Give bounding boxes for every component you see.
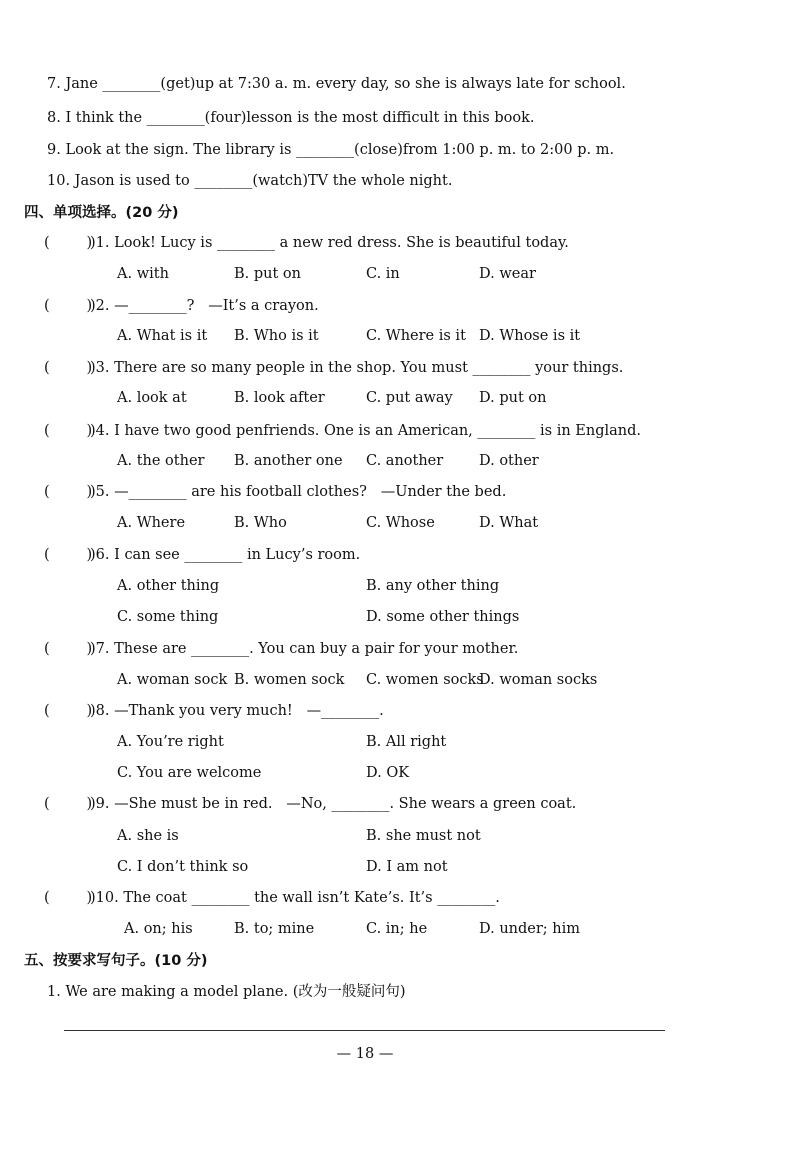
- q10-option-a: A. on; his: [124, 921, 193, 937]
- q8-option-c: C. You are welcome: [117, 765, 262, 781]
- answer-paren-8: ( ): [44, 703, 93, 719]
- section-5-heading: 五、按要求写句子。(10 分): [24, 953, 208, 969]
- q9-option-b: B. she must not: [366, 828, 481, 844]
- q1-option-a: A. with: [117, 266, 169, 282]
- question-7-stem: )7. These are ________. You can buy a pair for your mother.: [90, 641, 519, 657]
- question-1-stem: )1. Look! Lucy is ________ a new red dress. She is beautiful today.: [90, 235, 569, 251]
- answer-paren-2: ( ): [44, 298, 93, 314]
- answer-paren-5: ( ): [44, 484, 93, 500]
- q7-option-d: D. woman socks: [479, 672, 598, 688]
- answer-paren-7: ( ): [44, 641, 93, 657]
- q4-option-a: A. the other: [117, 453, 205, 469]
- q3-option-a: A. look at: [117, 390, 187, 406]
- q8-option-b: B. All right: [366, 734, 447, 750]
- q10-option-c: C. in; he: [366, 921, 428, 937]
- answer-paren-10: ( ): [44, 890, 93, 906]
- answer-paren-6: ( ): [44, 547, 93, 563]
- q10-option-d: D. under; him: [479, 921, 581, 937]
- q6-option-b: B. any other thing: [366, 578, 500, 594]
- q6-option-d: D. some other things: [366, 609, 520, 625]
- q2-option-b: B. Who is it: [234, 328, 319, 344]
- question-9-stem: )9. —She must be in red. —No, ________. She wears a green coat.: [90, 796, 577, 812]
- q5-option-c: C. Whose: [366, 515, 435, 531]
- fill-in-9: 9. Look at the sign. The library is ________(close)from 1:00 p. m. to 2:00 p. m.: [47, 142, 615, 158]
- answer-paren-4: ( ): [44, 423, 93, 439]
- question-10-stem: )10. The coat ________ the wall isn’t Kate’s. It’s ________.: [90, 890, 500, 906]
- fill-in-7: 7. Jane ________(get)up at 7:30 a. m. every day, so she is always late for school.: [47, 76, 626, 92]
- q9-option-d: D. I am not: [366, 859, 448, 875]
- q1-option-d: D. wear: [479, 266, 536, 282]
- q4-option-c: C. another: [366, 453, 444, 469]
- q8-option-d: D. OK: [366, 765, 410, 781]
- question-8-stem: )8. —Thank you very much! —________.: [90, 703, 384, 719]
- q2-option-c: C. Where is it: [366, 328, 466, 344]
- q3-option-d: D. put on: [479, 390, 547, 406]
- q8-option-a: A. You’re right: [117, 734, 224, 750]
- q4-option-d: D. other: [479, 453, 539, 469]
- question-6-stem: )6. I can see ________ in Lucy’s room.: [90, 547, 361, 563]
- fill-in-10: 10. Jason is used to ________(watch)TV the whole night.: [47, 173, 453, 189]
- page-number: — 18 —: [336, 1046, 394, 1062]
- answer-paren-1: ( ): [44, 235, 93, 251]
- q7-option-a: A. woman sock: [117, 672, 228, 688]
- footer-divider: [64, 1030, 665, 1031]
- question-4-stem: )4. I have two good penfriends. One is an American, ________ is in England.: [90, 423, 641, 439]
- q6-option-a: A. other thing: [117, 578, 220, 594]
- question-5-stem: )5. —________ are his football clothes? —Under the bed.: [90, 484, 507, 500]
- question-3-stem: )3. There are so many people in the shop. You must ________ your things.: [90, 360, 624, 376]
- q10-option-b: B. to; mine: [234, 921, 315, 937]
- q7-option-b: B. women sock: [234, 672, 345, 688]
- q3-option-c: C. put away: [366, 390, 453, 406]
- q6-option-c: C. some thing: [117, 609, 219, 625]
- q1-option-b: B. put on: [234, 266, 301, 282]
- q5-option-a: A. Where: [117, 515, 186, 531]
- q2-option-d: D. Whose is it: [479, 328, 581, 344]
- fill-in-8: 8. I think the ________(four)lesson is the most difficult in this book.: [47, 110, 535, 126]
- q2-option-a: A. What is it: [117, 328, 208, 344]
- q4-option-b: B. another one: [234, 453, 343, 469]
- answer-paren-9: ( ): [44, 796, 93, 812]
- q1-option-c: C. in: [366, 266, 400, 282]
- q7-option-c: C. women socks: [366, 672, 484, 688]
- q9-option-c: C. I don’t think so: [117, 859, 249, 875]
- rewrite-item-1: 1. We are making a model plane. (改为一般疑问句): [47, 984, 406, 1000]
- section-4-heading: 四、单项选择。(20 分): [24, 205, 179, 221]
- answer-paren-3: ( ): [44, 360, 93, 376]
- question-2-stem: )2. —________? —It’s a crayon.: [90, 298, 319, 314]
- q3-option-b: B. look after: [234, 390, 325, 406]
- q9-option-a: A. she is: [117, 828, 179, 844]
- q5-option-b: B. Who: [234, 515, 287, 531]
- q5-option-d: D. What: [479, 515, 539, 531]
